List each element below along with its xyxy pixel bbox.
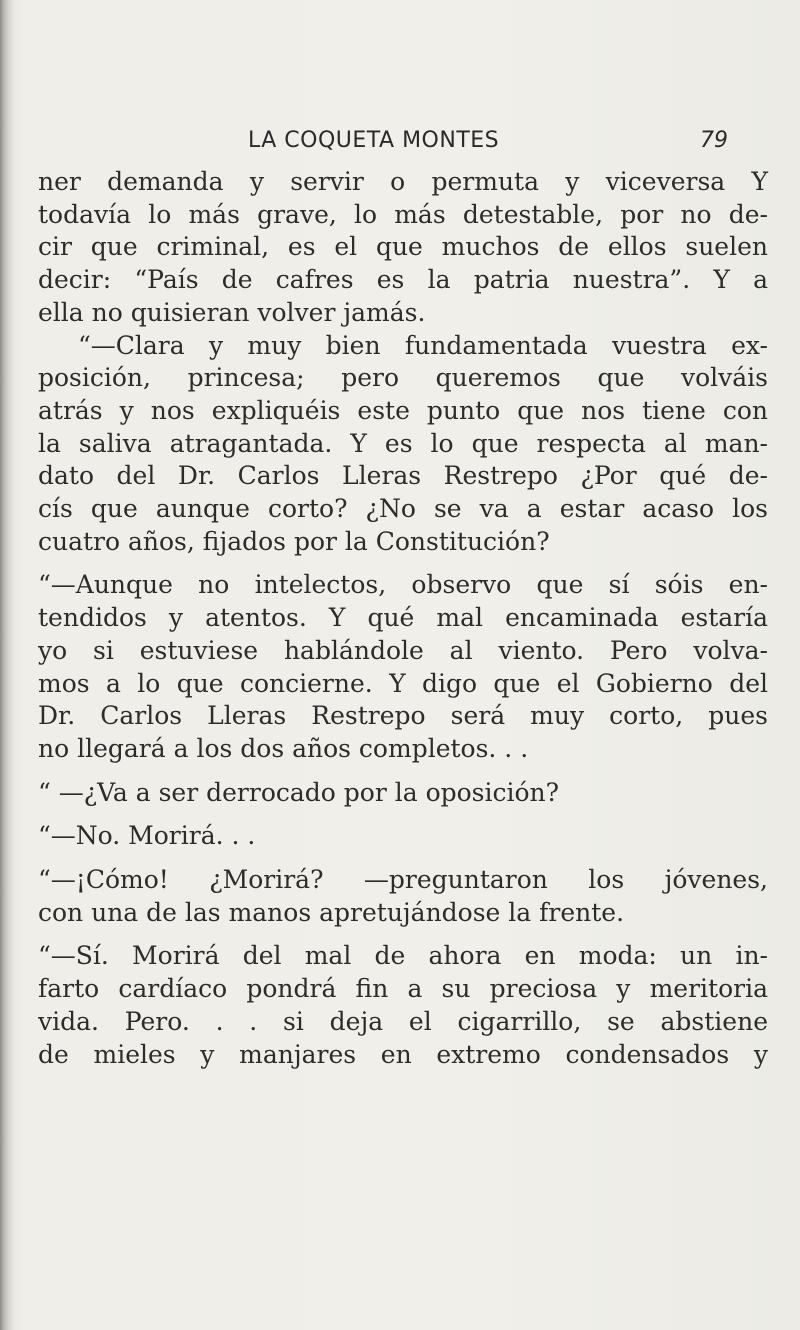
text-line: “—Aunque no intelectos, observo que sí sóis en- xyxy=(38,570,768,600)
text-line: ella no quisieran volver jamás. xyxy=(38,297,426,327)
text-line: atrás y nos expliquéis este punto que nos tiene con xyxy=(38,395,768,425)
text-line: “ —¿Va a ser derrocado por la oposición? xyxy=(38,777,560,807)
text-line: “—Sí. Morirá del mal de ahora en moda: un in- xyxy=(38,941,768,971)
text-line: “—¡Cómo! ¿Morirá? —preguntaron los jóvenes, xyxy=(38,865,768,895)
text-line: ner demanda y servir o permuta y viceversa Y xyxy=(38,167,768,196)
text-line: yo si estuviese hablándole al viento. Pero volva- xyxy=(38,635,768,665)
body-text xyxy=(38,166,768,1071)
text-line: posición, princesa; pero queremos que volváis xyxy=(38,363,768,393)
paragraph-gap xyxy=(38,929,768,940)
text-line: la saliva atragantada. Y es lo que respecta al man- xyxy=(38,428,768,458)
paragraph-gap xyxy=(38,766,768,777)
text-line: “—No. Morirá. . . xyxy=(38,821,256,851)
text-line: tendidos y atentos. Y qué mal encaminada estaría xyxy=(38,603,768,633)
text-line: vida. Pero. . . si deja el cigarrillo, se abstiene xyxy=(38,1006,768,1036)
text-line: cir que criminal, es el que muchos de ellos suelen xyxy=(38,232,768,262)
text-line: farto cardíaco pondrá fin a su preciosa y meritoria xyxy=(38,974,768,1004)
page-binding-edge xyxy=(0,0,14,1330)
page-number: 79 xyxy=(700,128,728,153)
text-line: decir: “País de cafres es la patria nuestra”. Y a xyxy=(38,265,768,295)
paragraph-gap xyxy=(38,853,768,864)
text-line: Dr. Carlos Lleras Restrepo será muy corto, pues xyxy=(38,701,768,731)
text-line: dato del Dr. Carlos Lleras Restrepo ¿Por qué de- xyxy=(38,461,768,491)
text-line: con una de las manos apretujándose la frente. xyxy=(38,897,625,927)
page-header xyxy=(0,128,800,160)
text-line: no llegará a los dos años completos. . . xyxy=(38,733,529,763)
text-line: “—Clara y muy bien fundamentada vuestra ex- xyxy=(78,330,768,360)
text-line: de mieles y manjares en extremo condensados y xyxy=(38,1039,768,1069)
running-title: LA COQUETA MONTES xyxy=(248,128,500,153)
text-line: cís que aunque corto? ¿No se va a estar acaso los xyxy=(38,494,768,524)
paragraph-gap xyxy=(38,809,768,820)
text-line: mos a lo que concierne. Y digo que el Gobierno del xyxy=(38,668,768,698)
text-line: todavía lo más grave, lo más detestable, por no de- xyxy=(38,199,768,229)
paragraph-gap xyxy=(38,558,768,569)
text-line: cuatro años, fijados por la Constitución? xyxy=(38,526,550,556)
